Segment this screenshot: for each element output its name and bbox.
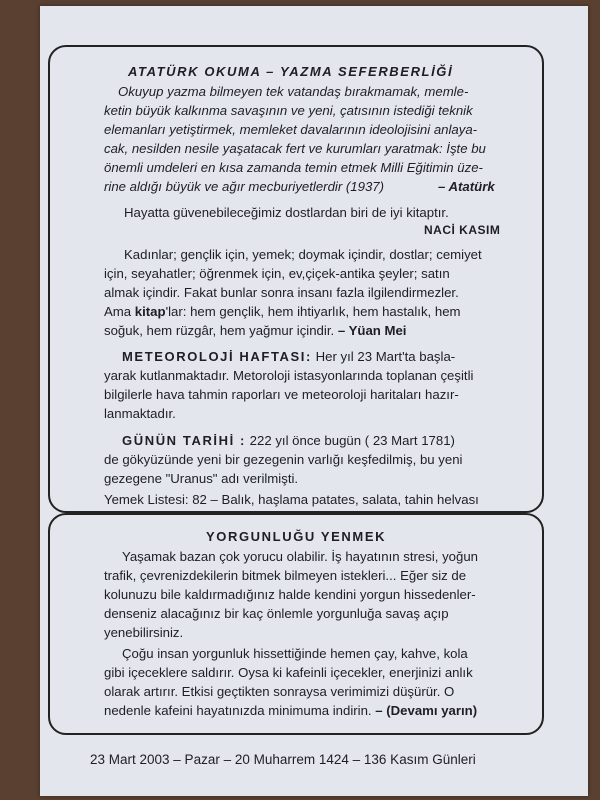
gunun-heading: GÜNÜN TARİHİ : [122, 433, 246, 448]
yorgun-line-2: trafik, çevrenizdekilerin bitmek bilmeyen istekleri... Eğer siz de [104, 568, 467, 583]
ataturk-line-2: ketin büyük kalkınma savaşının ve yeni, çatısının istediği teknik [104, 103, 473, 118]
quote2-line-2: için, seyahatler; öğrenmek için, ev,çiçek-antika şeyler; satın [104, 266, 450, 281]
footer-date: 23 Mart 2003 – Pazar – 20 Muharrem 1424 – 136 Kasım Günleri [90, 752, 476, 767]
gunun-line-2: de gökyüzünde yeni bir gezegenin varlığı keşfedilmiş, bu yeni [104, 452, 463, 467]
meteo-heading: METEOROLOJİ HAFTASI: [122, 349, 312, 364]
quote2-line-5: soğuk, hem rüzgâr, hem yağmur içindir. – Yüan Mei [104, 323, 407, 338]
quote1-text: Hayatta güvenebileceğimiz dostlardan biri de iyi kitaptır. [124, 205, 449, 220]
ataturk-title: ATATÜRK OKUMA – YAZMA SEFERBERLİĞİ [128, 64, 454, 79]
continued-note: – (Devamı yarın) [375, 703, 478, 718]
yorgun-line-7: gibi içeceklere saldırır. Oysa ki kafeinli içecekler, enerjinizi anlık [104, 665, 473, 680]
yorgun-line-5: yenebilirsiniz. [104, 625, 184, 640]
yorgun-line-9: nedenle kafeini hayatınızda minimuma indirin. – (Devamı yarın) [104, 703, 478, 718]
ataturk-line-5: önemli umdeleri en kısa zamanda temin etmek Milli Eğitimin üze- [104, 160, 483, 175]
ataturk-line-3: elemanları yetiştirmek, memleket davalarının ideolojisini anlaya- [104, 122, 478, 137]
menu-line: Yemek Listesi: 82 – Balık, haşlama patates, salata, tahin helvası [104, 492, 479, 507]
meteo-line-3: bilgilerle hava tahmin raporları ve meteoroloji haritaları hazır- [104, 387, 459, 402]
meteo-line-4: lanmaktadır. [104, 406, 176, 421]
yorgun-line-3: kolunuzu bile kaldırmadığınız halde kendini yorgun hissedenler- [104, 587, 476, 602]
quote2-author: – Yüan Mei [337, 323, 407, 338]
meteo-line-2: yarak kutlanmaktadır. Metoroloji istasyonlarında toplanan çeşitli [104, 368, 474, 383]
yorgun-line-4: denseniz alacağınız bir kaç önlemle yorgunluğa savaş açıp [104, 606, 449, 621]
gunun-line-1: GÜNÜN TARİHİ : 222 yıl önce bugün ( 23 Mart 1781) [122, 433, 455, 448]
yorgun-line-6: Çoğu insan yorgunluk hissettiğinde hemen çay, kahve, kola [122, 646, 468, 661]
yorgun-title: YORGUNLUĞU YENMEK [206, 529, 387, 544]
quote1-author: NACİ KASIM [424, 223, 501, 237]
quote2-line-3: almak içindir. Fakat bunlar sonra insanı fazla ilgilendirmezler. [104, 285, 459, 300]
gunun-line-3: gezegene "Uranus" adı verilmişti. [104, 471, 299, 486]
yorgun-line-1: Yaşamak bazan çok yorucu olabilir. İş hayatının stresi, yoğun [122, 549, 479, 564]
quote2-line-1: Kadınlar; gençlik için, yemek; doymak içindir, dostlar; cemiyet [124, 247, 482, 262]
ataturk-author: – Atatürk [438, 179, 495, 194]
ataturk-line-6: rine aldığı büyük ve ağır mecburiyetlerdir (1937) [104, 179, 385, 194]
yorgun-line-8: olarak artırır. Etkisi geçtikten sonraysa verimimizi düşürür. O [104, 684, 455, 699]
meteo-line-1: METEOROLOJİ HAFTASI: Her yıl 23 Mart'ta başla- [122, 349, 456, 364]
ataturk-line-4: cak, nesilden nesile yaşatacak fert ve kurumları yaratmak: İşte bu [104, 141, 486, 156]
ataturk-line-1: Okuyup yazma bilmeyen tek vatandaş bırakmamak, memle- [118, 84, 469, 99]
quote2-line-4: Ama kitap'lar: hem gençlik, hem ihtiyarlık, hem hastalık, hem [104, 304, 461, 319]
